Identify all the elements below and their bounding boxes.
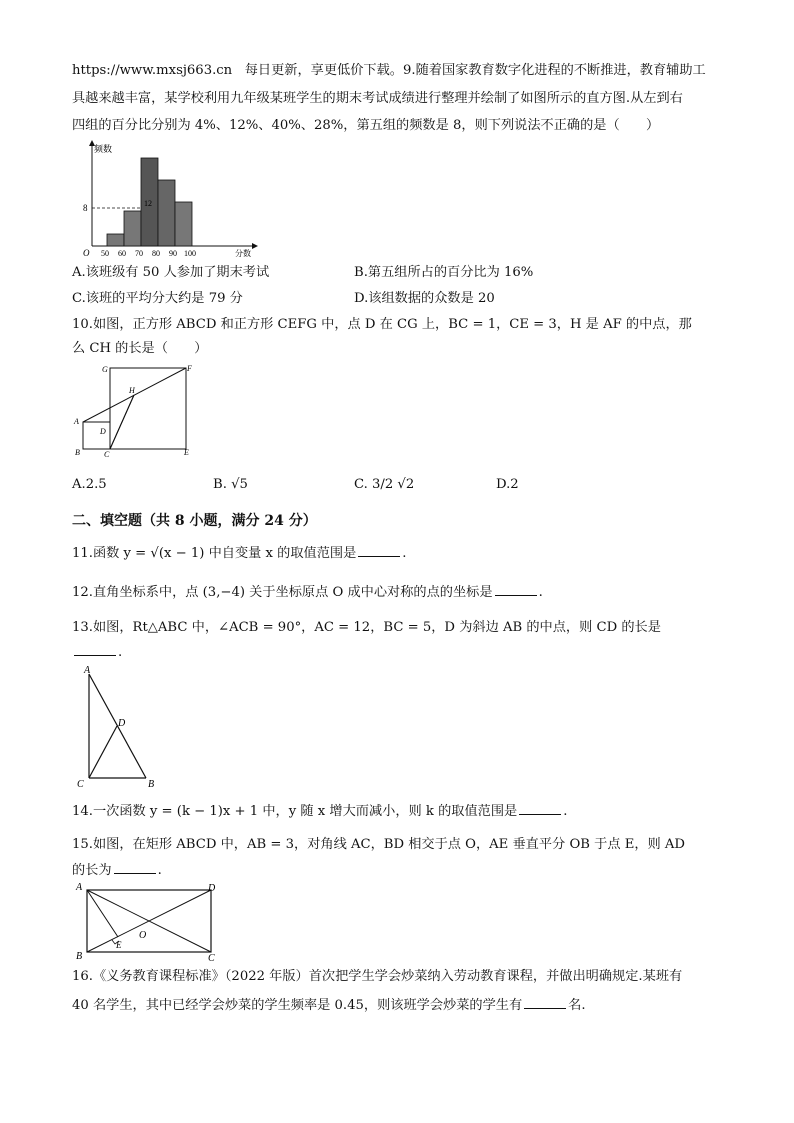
q9-stem-1: 9.随着国家教育数字化进程的不断推进，教育辅助工 — [403, 63, 706, 78]
x-tick-70: 70 — [135, 249, 143, 258]
q14-line — [72, 802, 567, 821]
q13-line2 — [72, 643, 122, 662]
q9-line3: 四组的百分比分别为 4%、12%、40%、28%，第五组的频数是 8，则下列说法不正确的是（ ） — [72, 118, 660, 133]
x-tick-50: 50 — [101, 249, 109, 258]
label-d: D — [100, 427, 106, 436]
q10-option-d[interactable]: D.2 — [496, 477, 519, 492]
q10-option-b[interactable]: B. √5 — [213, 477, 248, 492]
q15-line2 — [72, 861, 162, 880]
label-a: A — [74, 417, 79, 426]
q10-option-c[interactable]: C. 3/2 √2 — [354, 477, 415, 492]
label-e: E — [116, 940, 122, 950]
label-c: C — [104, 450, 110, 458]
label-g: G — [102, 365, 108, 374]
label-c: C — [77, 779, 84, 788]
label-h: H — [129, 386, 135, 395]
x-axis-arrow-icon — [252, 243, 258, 249]
bar-50-60 — [107, 234, 124, 246]
x-tick-100: 100 — [184, 249, 196, 258]
label-b: B — [75, 448, 80, 457]
q10-line1: 10.如图，正方形 ABCD 和正方形 CEFG 中，点 D 在 CG 上，BC = 1，CE = 3，H 是 AF 的中点，那 — [72, 317, 692, 332]
q15-period: . — [157, 863, 162, 878]
q15-line1: 15.如图，在矩形 ABCD 中，AB = 3，对角线 AC，BD 相交于点 O，AE 垂直平分 OB 于点 E，则 AD — [72, 837, 685, 852]
q13-answer-blank[interactable] — [74, 643, 116, 656]
q16-unit: 名. — [568, 998, 586, 1013]
q12-answer-blank[interactable] — [495, 583, 537, 596]
label-b: B — [148, 779, 155, 788]
label-d: D — [208, 883, 216, 894]
q16-line1: 16.《义务教育课程标准》（2022 年版）首次把学生学会炒菜纳入劳动教育课程，并做出明确规定.某班有 — [72, 969, 683, 984]
q12-period: . — [538, 585, 543, 600]
q16-stem-2: 40 名学生，其中已经学会炒菜的学生频率是 0.45，则该班学会炒菜的学生有 — [72, 998, 523, 1013]
y-tick-8: 8 — [83, 203, 88, 213]
q10-squares-figure — [72, 362, 202, 458]
label-c: C — [208, 953, 215, 964]
ad-text: 每日更新，享更低价下载。 — [244, 63, 403, 78]
q16-answer-blank[interactable] — [524, 996, 566, 1009]
label-a: A — [76, 882, 83, 893]
q12-line — [72, 583, 543, 602]
x-tick-90: 90 — [169, 249, 177, 258]
q9-option-d[interactable]: D.该组数据的众数是 20 — [354, 291, 495, 306]
label-f: F — [187, 364, 192, 373]
q9-line2: 具越来越丰富，某学校利用九年级某班学生的期末考试成绩进行整理并绘制了如图所示的直方图.从左到右 — [72, 91, 683, 106]
q9-option-c[interactable]: C.该班的平均分大约是 79 分 — [72, 291, 243, 306]
source-url[interactable]: https://www.mxsj663.cn — [72, 63, 233, 78]
bar-60-70 — [124, 211, 141, 246]
x-axis-label: 分数 — [235, 249, 251, 258]
origin-label: O — [83, 248, 90, 258]
q12-stem: 12.直角坐标系中，点 (3,−4) 关于坐标原点 O 成中心对称的点的坐标是 — [72, 585, 493, 600]
q10-line2: 么 CH 的长是（ ） — [72, 341, 208, 356]
section-heading: 二、填空题（共 8 小题，满分 24 分） — [72, 513, 317, 529]
y-axis-label: 频数 — [94, 144, 113, 154]
q9-option-b[interactable]: B.第五组所占的百分比为 16% — [354, 265, 534, 280]
q11-stem: 11.函数 y = √(x − 1) 中自变量 x 的取值范围是 — [72, 546, 357, 561]
q14-stem: 14.一次函数 y = (k − 1)x + 1 中，y 随 x 增大而减小，则 k 的取值范围是 — [72, 804, 518, 819]
q10-option-a[interactable]: A.2.5 — [72, 477, 107, 492]
q9-histogram — [80, 140, 260, 258]
label-d: D — [118, 718, 126, 729]
q15-rectangle-figure — [72, 880, 222, 964]
x-tick-80: 80 — [152, 249, 160, 258]
q9-option-a[interactable]: A.该班级有 50 人参加了期末考试 — [72, 265, 270, 280]
q13-triangle-figure — [72, 664, 172, 788]
q16-line2 — [72, 996, 586, 1015]
bar-label: 12 — [144, 199, 152, 208]
q15-answer-blank[interactable] — [114, 861, 156, 874]
q14-period: . — [563, 804, 568, 819]
q11-period: . — [402, 546, 407, 561]
q13-period: . — [118, 645, 123, 660]
label-a: A — [84, 665, 91, 676]
q11-answer-blank[interactable] — [358, 544, 400, 557]
q9-line1 — [72, 62, 706, 80]
label-b: B — [76, 951, 83, 962]
label-e: E — [184, 448, 189, 457]
x-tick-60: 60 — [118, 249, 126, 258]
label-o: O — [139, 930, 147, 941]
q15-stem-2: 的长为 — [72, 863, 112, 878]
bar-90-100 — [175, 202, 192, 246]
q11-line — [72, 544, 406, 563]
q13-line1: 13.如图，Rt△ABC 中，∠ACB = 90°，AC = 12，BC = 5，D 为斜边 AB 的中点，则 CD 的长是 — [72, 620, 661, 635]
q14-answer-blank[interactable] — [519, 802, 561, 815]
bar-80-90 — [158, 180, 175, 246]
